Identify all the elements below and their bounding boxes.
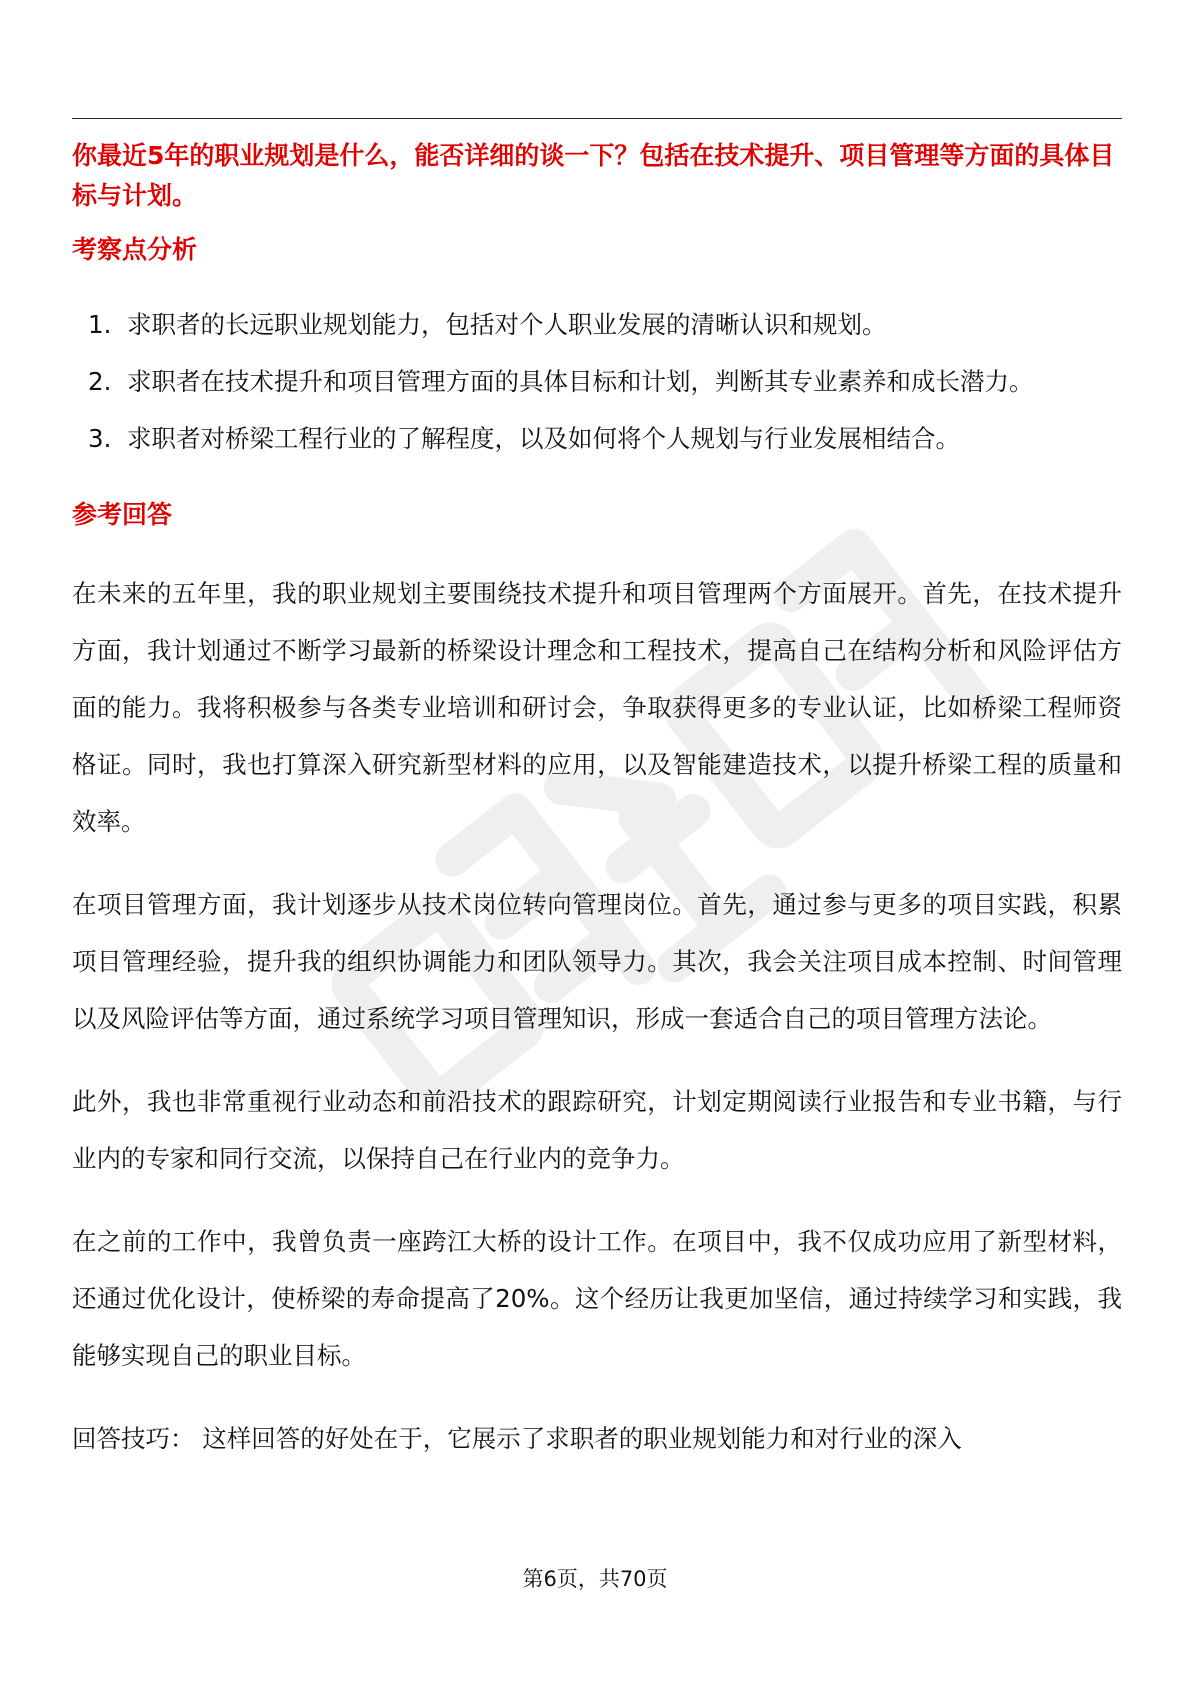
answer-paragraph: 在未来的五年里，我的职业规划主要围绕技术提升和项目管理两个方面展开。首先，在技术提升方面，我计划通过不断学习最新的桥梁设计理念和工程技术，提高自己在结构分析和风险评估方面的能力。我将积极参与各类专业培训和研讨会，争取获得更多的专业认证，比如桥梁工程师资格证。同时，我也打算深入研究新型材料的应用，以及智能建造技术，以提升桥梁工程的质量和效率。 [72, 579, 1122, 836]
top-divider [72, 118, 1122, 119]
interview-question: 你最近5年的职业规划是什么，能否详细的谈一下？包括在技术提升、项目管理等方面的具体目标与计划。 [72, 141, 1115, 210]
list-item [72, 410, 1122, 467]
answer-paragraph: 在项目管理方面，我计划逐步从技术岗位转向管理岗位。首先，通过参与更多的项目实践，积累项目管理经验，提升我的组织协调能力和团队领导力。其次，我会关注项目成本控制、时间管理以及风险评估等方面，通过系统学习项目管理知识，形成一套适合自己的项目管理方法论。 [72, 890, 1122, 1033]
list-item-text: 求职者对桥梁工程行业的了解程度，以及如何将个人规划与行业发展相结合。 [127, 424, 960, 453]
answer-paragraph: 在之前的工作中，我曾负责一座跨江大桥的设计工作。在项目中，我不仅成功应用了新型材料，还通过优化设计，使桥梁的寿命提高了20%。这个经历让我更加坚信，通过持续学习和实践，我能够实现自己的职业目标。 [72, 1227, 1122, 1370]
list-item-number: 2. [88, 367, 112, 396]
list-item-text: 求职者的长远职业规划能力，包括对个人职业发展的清晰认识和规划。 [127, 310, 887, 339]
answer-paragraph: 此外，我也非常重视行业动态和前沿技术的跟踪研究，计划定期阅读行业报告和专业书籍，与行业内的专家和同行交流，以保持自己在行业内的竞争力。 [72, 1087, 1122, 1173]
list-item-number: 1. [88, 310, 112, 339]
analysis-heading: 考察点分析 [72, 235, 198, 264]
list-item-text: 求职者在技术提升和项目管理方面的具体目标和计划，判断其专业素养和成长潜力。 [127, 367, 1034, 396]
answer-tips-paragraph: 回答技巧： 这样回答的好处在于，它展示了求职者的职业规划能力和对行业的深入 [72, 1424, 962, 1453]
analysis-points-list [72, 296, 1122, 467]
list-item [72, 296, 1122, 353]
list-item [72, 353, 1122, 410]
page-number: 第6页，共70页 [522, 1567, 668, 1591]
document-body [72, 136, 1122, 1467]
answer-heading: 参考回答 [72, 500, 173, 529]
list-item-number: 3. [88, 424, 112, 453]
